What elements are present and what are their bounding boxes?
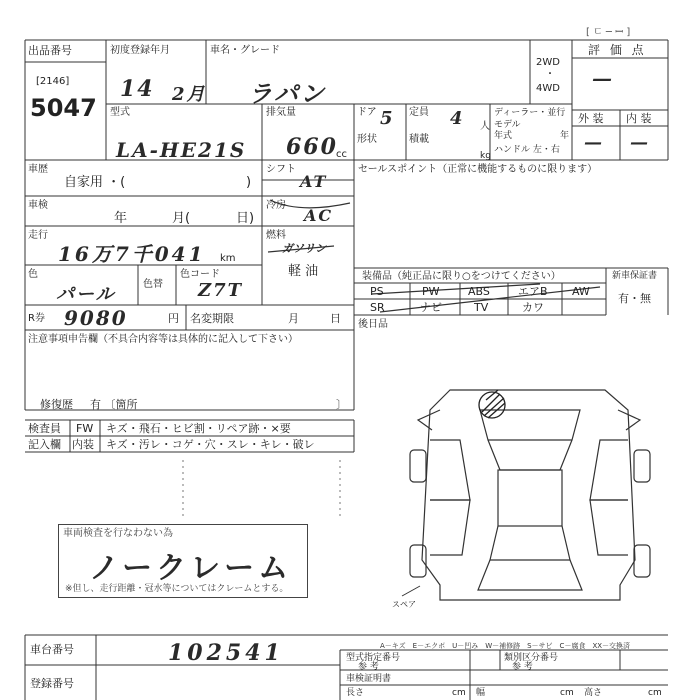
- aftermarket-label: 後日品: [358, 319, 388, 330]
- roof-panel: [498, 470, 562, 526]
- load-label: 積載: [409, 134, 429, 145]
- displacement-label: 排気量: [266, 107, 296, 118]
- spare-label: スペア: [392, 600, 416, 609]
- hood-area: [480, 410, 580, 440]
- wheel-rear-left: [410, 545, 426, 577]
- fuel-alt: 軽 油: [288, 264, 319, 279]
- front-window: [488, 440, 572, 470]
- repair-value: 有 〔箇所: [90, 398, 138, 411]
- drive-dot: ・: [545, 69, 555, 80]
- color-change-label: 色替: [143, 279, 163, 290]
- fuel-value: ガソリン: [282, 242, 326, 255]
- front-right-door: [590, 440, 628, 500]
- car-outline: [422, 390, 635, 600]
- length-label: 長さ: [346, 688, 365, 698]
- equipment-label: 装備品（純正品に限り○をつけてください）: [362, 271, 561, 282]
- model-year-label2: 年式: [494, 131, 513, 141]
- chassis-value: 102541: [168, 640, 284, 666]
- dealer-label: ディーラー・並行: [494, 108, 566, 118]
- damage-legend: A－キズ E－エクボ U－凹み W－補修跡 S－サビ C－腐食 XX－交換済: [380, 642, 631, 650]
- door-label: ドア: [357, 107, 377, 118]
- first-reg-month: 2月: [172, 84, 207, 105]
- recycle-label: R券: [28, 313, 45, 324]
- name-grade-label: 車名・グレード: [210, 45, 280, 56]
- rating-value: —: [592, 66, 614, 90]
- exterior-label: 外 装: [578, 112, 604, 125]
- shift-value: AT: [300, 172, 328, 191]
- plate-label: 登録番号: [30, 677, 74, 690]
- capacity-value: 4: [450, 108, 465, 129]
- ref2-label: 参 考: [512, 662, 533, 672]
- car-name: ラパン: [248, 79, 326, 108]
- new-warranty-label: 新車保証書: [612, 271, 658, 281]
- length-unit: cm: [452, 688, 466, 698]
- recycle-unit: 円: [168, 312, 179, 325]
- equip-sr[interactable]: SR: [370, 301, 385, 314]
- name-change-month: 月: [288, 312, 299, 325]
- recycle-value: 9080: [64, 306, 128, 330]
- trunk-area: [478, 560, 582, 590]
- entry-label: 記入欄: [28, 438, 61, 451]
- equip-navi[interactable]: ナビ: [420, 301, 442, 314]
- load-unit: kg: [480, 151, 491, 161]
- first-reg-label: 初度登録年月: [110, 45, 170, 56]
- mileage-unit: km: [220, 253, 236, 264]
- rating-label: 評 価 点: [588, 43, 647, 57]
- damage-mark: [479, 390, 505, 418]
- top-right-mark: [ ㄷ ─ ꟷ ]: [586, 27, 631, 38]
- displacement-unit: cc: [336, 149, 347, 160]
- drive-4wd[interactable]: 4WD: [536, 83, 560, 94]
- displacement-value: 660: [286, 134, 338, 160]
- chassis-label: 車台番号: [30, 643, 74, 656]
- repair-label: 修復歴: [40, 398, 73, 411]
- inspector-label: 検査員: [28, 422, 61, 435]
- model-value: LA-HE21S: [116, 138, 247, 162]
- interior-items: キズ・汚レ・コゲ・穴・スレ・キレ・破レ: [106, 438, 315, 451]
- height-unit: cm: [648, 688, 662, 698]
- equip-airbag[interactable]: エアB: [518, 285, 548, 298]
- history-label: 車歴: [28, 164, 48, 175]
- exterior-value: —: [584, 132, 604, 153]
- width-unit: cm: [560, 688, 574, 698]
- rear-left-door: [430, 500, 470, 555]
- fuel-label: 燃料: [266, 230, 286, 241]
- history-close: ): [246, 175, 252, 190]
- drive-2wd[interactable]: 2WD: [536, 57, 560, 68]
- shape-label: 形状: [357, 134, 377, 145]
- stamp-main-text: ノークレーム: [89, 551, 293, 586]
- history-value: 自家用 ・(: [64, 175, 126, 190]
- lot-number: 5047: [30, 94, 97, 122]
- door-value: 5: [380, 108, 395, 129]
- lot-code: [2146]: [36, 76, 70, 87]
- capacity-label: 定員: [409, 107, 429, 118]
- model-label: 型式: [110, 107, 130, 118]
- interior-check-label: 内装: [72, 438, 94, 451]
- color-value: パール: [56, 284, 116, 305]
- capacity-unit: 人: [480, 121, 490, 132]
- ref-label: 参 考: [358, 662, 379, 672]
- equip-aw[interactable]: AW: [572, 285, 590, 298]
- cert-label: 車検証明書: [346, 674, 392, 684]
- notes-label: 注意事項申告欄（不具合内容等は具体的に記入して下さい）: [28, 334, 298, 345]
- inspection-day-unit: 日): [236, 211, 255, 226]
- fw-items: キズ・飛石・ヒビ割・リペア跡・×要: [106, 422, 291, 435]
- model-year-label: モデル: [494, 120, 521, 130]
- repair-close: 〕: [336, 398, 347, 411]
- mileage-value: 16万7千041: [58, 242, 206, 266]
- model-year-unit: 年: [560, 131, 570, 141]
- sales-point-label: セールスポイント（正常に機能するものに限ります）: [358, 164, 598, 175]
- interior-label: 内 装: [626, 112, 652, 125]
- front-left-door: [430, 440, 470, 500]
- equip-abs[interactable]: ABS: [468, 285, 490, 298]
- wheel-front-right: [634, 450, 650, 482]
- rear-window: [490, 526, 570, 560]
- mileage-label: 走行: [28, 230, 48, 241]
- inspection-label: 車検: [28, 200, 48, 211]
- equip-leather[interactable]: カワ: [522, 301, 544, 314]
- wheel-front-left: [410, 450, 426, 482]
- equip-tv[interactable]: TV: [474, 301, 489, 314]
- rear-right-door: [590, 500, 628, 555]
- wheel-rear-right: [634, 545, 650, 577]
- name-change-day: 日: [330, 312, 341, 325]
- name-change-label: 名変期限: [190, 312, 234, 325]
- handle-label: ハンドル 左・右: [494, 145, 560, 155]
- ac-value: AC: [304, 206, 334, 225]
- inspection-month-unit: 月(: [172, 211, 191, 226]
- fw-label: FW: [76, 422, 94, 435]
- width-label: 幅: [476, 688, 486, 698]
- spare-pointer: [402, 586, 420, 596]
- equip-pw[interactable]: PW: [422, 285, 440, 298]
- lot-label: 出品番号: [28, 44, 72, 57]
- color-label: 色: [28, 269, 38, 280]
- height-label: 高さ: [584, 688, 603, 698]
- color-code-value: Z7T: [198, 280, 244, 301]
- stamp-top-text: 車両検査を行なわない為: [63, 528, 173, 539]
- ac-label: 冷房: [266, 200, 286, 211]
- first-reg-year: 14: [120, 76, 155, 102]
- type-cert-label: 型式指定番号: [346, 653, 401, 663]
- color-code-label: 色コード: [180, 269, 220, 280]
- warranty-value[interactable]: 有・無: [618, 292, 651, 305]
- stamp-bottom-text: ※但し、走行距離・冠水等についてはクレームとする。: [65, 584, 289, 594]
- shift-label: シフト: [266, 164, 296, 175]
- class-label: 類別区分番号: [504, 653, 559, 663]
- interior-value: —: [630, 132, 650, 153]
- equip-ps[interactable]: PS: [370, 285, 384, 298]
- inspection-year-unit: 年: [114, 211, 128, 226]
